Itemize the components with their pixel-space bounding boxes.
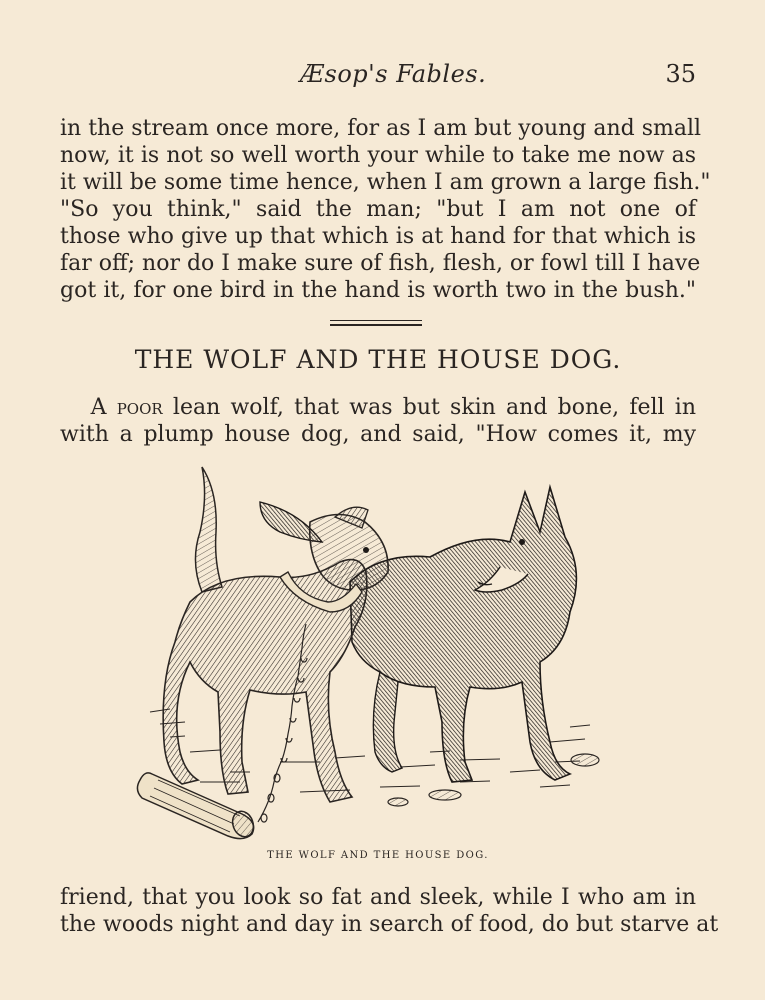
fable-title: THE WOLF AND THE HOUSE DOG. xyxy=(134,345,622,374)
dog-eye xyxy=(363,547,369,553)
paragraph-continues xyxy=(60,884,719,938)
wolf-and-dog-engraving xyxy=(130,462,630,842)
opening-small-caps: A poor xyxy=(90,395,163,420)
text-line: far off; nor do I make sure of fish, flesh, or fowl till I have xyxy=(60,251,701,276)
text-line: it will be some time hence, when I am grown a large fish." xyxy=(60,170,711,195)
fable-opening-paragraph xyxy=(60,394,696,448)
wolf-figure xyxy=(350,487,576,782)
text-line: in the stream once more, for as I am but young and small xyxy=(60,116,702,141)
text-line: got it, for one bird in the hand is worth two in the bush." xyxy=(60,278,696,303)
wolf-hind-leg xyxy=(373,672,402,772)
text-line: with a plump house dog, and said, "How comes it, my xyxy=(60,422,696,447)
wolf-eye xyxy=(519,539,525,545)
illustration-caption: THE WOLF AND THE HOUSE DOG. xyxy=(267,850,489,861)
text-line-rest: lean wolf, that was but skin and bone, fell in xyxy=(162,395,696,420)
dog-tail xyxy=(195,467,222,592)
page-header xyxy=(60,60,696,96)
text-line: those who give up that which is at hand for that which is xyxy=(60,224,696,249)
text-line: "So you think," said the man; "but I am not one of xyxy=(60,197,696,222)
text-line: the woods night and day in search of food, do but starve at xyxy=(60,912,719,937)
dog-body xyxy=(163,560,367,802)
section-divider xyxy=(330,320,422,326)
paragraph-continued xyxy=(60,115,711,304)
running-title: Æsop's Fables. xyxy=(300,60,487,88)
page-number: 35 xyxy=(665,60,696,88)
text-line xyxy=(60,394,696,421)
ground-hatching xyxy=(150,709,590,792)
text-line: friend, that you look so fat and sleek, while I who am in xyxy=(60,885,696,910)
text-line: now, it is not so well worth your while to take me now as xyxy=(60,143,696,168)
